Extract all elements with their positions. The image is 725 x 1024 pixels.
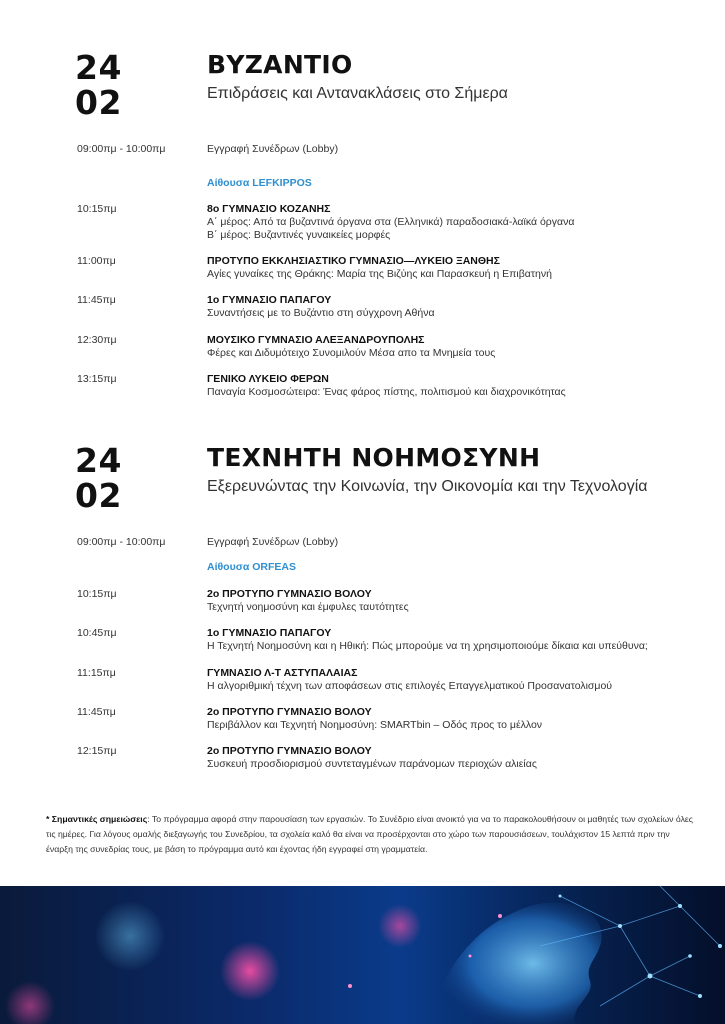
session-description: Α΄ μέρος: Από τα βυζαντινά όργανα στα (Ελληνικά) παραδοσιακά-λαϊκά όργανα [207, 216, 575, 228]
session-school: ΓΕΝΙΚΟ ΛΥΚΕΙΟ ΦΕΡΩΝ [207, 373, 329, 385]
session-description: Φέρες και Διδυμότειχο Συνομιλούν Μέσα απο τα Μνημεία τους [207, 347, 496, 359]
date-month: 02 [75, 83, 122, 122]
session-time: 11:15πμ [77, 667, 116, 679]
session-time: 13:15πμ [77, 373, 117, 385]
date-day: 24 [75, 48, 122, 87]
registration-label: Εγγραφή Συνέδρων (Lobby) [207, 143, 339, 155]
date-month: 02 [75, 476, 122, 515]
session-description: Παναγία Κοσμοσώτειρα: Ένας φάρος πίστης, πολιτισμού και διαχρονικότητας [207, 386, 566, 398]
session-description: Η Τεχνητή Νοημοσύνη και η Ηθική: Πώς μπορούμε να τη χρησιμοποιούμε δίκαια και υπεύθυνα; [207, 640, 648, 652]
session-description: Περιβάλλον και Τεχνητή Νοημοσύνη: SMARTbin – Οδός προς το μέλλον [207, 719, 543, 731]
footer-ai-network-image [0, 886, 725, 1024]
session-school: 2ο ΠΡΟΤΥΠΟ ΓΥΜΝΑΣΙΟ ΒΟΛΟΥ [207, 588, 372, 600]
session-school: ΓΥΜΝΑΣΙΟ Λ-Τ ΑΣΤΥΠΑΛΑΙΑΣ [207, 667, 358, 679]
session-block [207, 334, 495, 360]
session-description: Συναντήσεις με το Βυζάντιο στη σύγχρονη Αθήνα [207, 307, 435, 319]
session-description: Η αλγοριθμική τέχνη των αποφάσεων στις επιλογές Επαγγελματικού Προσανατολισμού [207, 680, 613, 692]
room-label: Αίθουσα LEFKIPPOS [207, 177, 312, 189]
session-time: 10:45πμ [77, 627, 117, 639]
session-block [207, 706, 542, 732]
session-school: 2ο ΠΡΟΤΥΠΟ ΓΥΜΝΑΣΙΟ ΒΟΛΟΥ [207, 706, 372, 718]
session-block [207, 745, 537, 771]
session-block [207, 667, 612, 693]
session-description: Συσκευή προσδιορισμού συντεταγμένων παράνομων περιοχών αλιείας [207, 758, 537, 770]
section-1-date [75, 50, 122, 120]
important-notes [46, 812, 696, 857]
session-block [207, 627, 648, 653]
session-time: 12:30πμ [77, 334, 117, 346]
section-2-subtitle: Εξερευνώντας την Κοινωνία, την Οικονομία και την Τεχνολογία [207, 478, 648, 495]
section-1-title: ΒΥΖΑΝΤΙΟ [207, 50, 353, 79]
session-time: 11:45πμ [77, 706, 116, 718]
session-block [207, 255, 552, 281]
session-time: 11:00πμ [77, 255, 116, 267]
session-block [207, 203, 574, 242]
session-school: 1ο ΓΥΜΝΑΣΙΟ ΠΑΠΑΓΟΥ [207, 294, 332, 306]
session-block [207, 294, 435, 320]
session-block [207, 588, 409, 614]
session-description: Β΄ μέρος: Βυζαντινές γυναικείες μορφές [207, 229, 391, 241]
session-school: 2ο ΠΡΟΤΥΠΟ ΓΥΜΝΑΣΙΟ ΒΟΛΟΥ [207, 745, 372, 757]
session-school: ΜΟΥΣΙΚΟ ΓΥΜΝΑΣΙΟ ΑΛΕΞΑΝΔΡΟΥΠΟΛΗΣ [207, 334, 425, 346]
notes-label: * Σημαντικές σημειώσεις [46, 814, 148, 824]
session-school: 8ο ΓΥΜΝΑΣΙΟ ΚΟΖΑΝΗΣ [207, 203, 331, 215]
section-1-subtitle: Επιδράσεις και Αντανακλάσεις στο Σήμερα [207, 85, 508, 102]
session-school: ΠΡΟΤΥΠΟ ΕΚΚΛΗΣΙΑΣΤΙΚΟ ΓΥΜΝΑΣΙΟ—ΛΥΚΕΙΟ ΞΑΝΘΗΣ [207, 255, 500, 267]
notes-text: : Το πρόγραμμα αφορά στην παρουσίαση των εργασιών. Το Συνέδριο είναι ανοικτό για να το παρακολουθήσουν οι μαθητές των σχολείων όλες τις ημέρες. Για λόγους ομαλής διεξαγωγής του Συνεδρίου, τα σχολεία καλό θα είναι να προσέρχονται στο χώρο των παρουσιάσεων, τουλάχιστον 15 λεπτά πριν την έναρξη της συνεδρίας τους, με βάση το πρόγραμμα αυτό και έχοντας ήδη εγγραφεί στη γραμματεία. [46, 814, 693, 854]
session-description: Αγίες γυναίκες της Θράκης: Μαρία της Βιζύης και Παρασκευή η Επιβατηνή [207, 268, 552, 280]
session-description: Τεχνητή νοημοσύνη και έμφυλες ταυτότητες [207, 601, 409, 613]
registration-label: Εγγραφή Συνέδρων (Lobby) [207, 536, 339, 548]
section-2-date [75, 443, 122, 513]
section-2-title: ΤΕΧΝΗΤΗ ΝΟΗΜΟΣΥΝΗ [207, 443, 541, 472]
registration-time: 09:00πμ - 10:00πμ [77, 143, 166, 155]
session-time: 10:15πμ [77, 203, 117, 215]
session-block [207, 373, 566, 399]
session-school: 1ο ΓΥΜΝΑΣΙΟ ΠΑΠΑΓΟΥ [207, 627, 332, 639]
session-time: 10:15πμ [77, 588, 117, 600]
registration-time: 09:00πμ - 10:00πμ [77, 536, 166, 548]
session-time: 11:45πμ [77, 294, 116, 306]
date-day: 24 [75, 441, 122, 480]
session-time: 12:15πμ [77, 745, 117, 757]
room-label: Αίθουσα ORFEAS [207, 561, 297, 573]
